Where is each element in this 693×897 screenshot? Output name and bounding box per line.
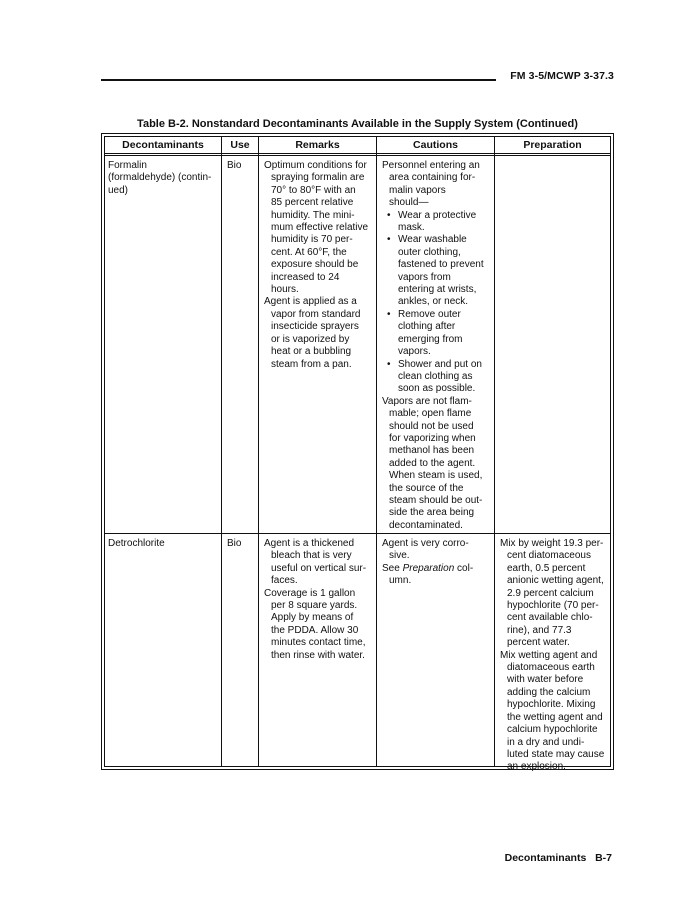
cautions-outro xyxy=(382,396,494,532)
text-line: Vapors are not flam- xyxy=(382,395,472,407)
column-divider xyxy=(221,137,222,766)
preparation-reference: Preparation xyxy=(402,562,455,574)
text-line: calcium hypochlorite xyxy=(507,724,598,736)
column-divider xyxy=(376,137,377,766)
text-fragment: See xyxy=(382,562,403,574)
text-line: or is vaporized by xyxy=(271,333,350,345)
text-line: heat or a bubbling xyxy=(271,346,352,358)
text-line: bleach that is very xyxy=(271,550,352,562)
text-line: should not be used xyxy=(389,420,474,432)
text-line: 2.9 percent calcium xyxy=(507,587,594,599)
text-line: entering at wrists, xyxy=(398,284,477,296)
text-line: cent available chlo- xyxy=(507,612,593,624)
text-line: 85 percent relative xyxy=(271,197,354,209)
column-divider xyxy=(258,137,259,766)
cautions-paragraph xyxy=(382,563,494,588)
text-line: cent diatomaceous xyxy=(507,550,591,562)
text-line: decontaminated. xyxy=(389,519,463,531)
text-line: then rinse with water. xyxy=(271,649,365,661)
text-line: hypochlorite (70 per- xyxy=(507,600,599,612)
remarks-paragraph xyxy=(264,160,376,296)
text-line: outer clothing, xyxy=(398,246,461,258)
remarks-paragraph xyxy=(264,538,376,588)
text-line: mable; open flame xyxy=(389,408,472,420)
text-line: mum effective relative xyxy=(271,222,369,234)
text-line: Agent is applied as a xyxy=(264,296,357,308)
header-rule xyxy=(101,79,496,81)
text-line: vapors. xyxy=(398,346,431,358)
text-line: diatomaceous earth xyxy=(507,662,595,674)
text-line: rine), and 77.3 xyxy=(507,624,572,636)
footer-page-number: B-7 xyxy=(595,852,612,864)
text-line: minutes contact time, xyxy=(271,637,366,649)
text-line: vapor from standard xyxy=(271,308,361,320)
text-line: ued) xyxy=(108,184,129,196)
header-row-rule xyxy=(104,153,611,154)
column-header-cautions: Cautions xyxy=(413,139,458,151)
text-line: with water before xyxy=(507,674,584,686)
publication-code: FM 3-5/MCWP 3-37.3 xyxy=(510,70,614,82)
text-line: area containing for- xyxy=(389,172,476,184)
text-line: anionic wetting agent, xyxy=(507,575,604,587)
text-line: ankles, or neck. xyxy=(398,296,469,308)
bullet-item xyxy=(382,309,494,359)
text-line: spraying formalin are xyxy=(271,172,365,184)
remarks-paragraph xyxy=(264,588,376,662)
text-line: the source of the xyxy=(389,482,464,494)
detrochlorite-remarks-cell xyxy=(264,538,376,662)
text-line: 70° to 80°F with an xyxy=(271,184,356,196)
text-line: cent. At 60°F, the xyxy=(271,246,347,258)
text-line: hypochlorite. Mixing xyxy=(507,699,596,711)
text-line: faces. xyxy=(271,575,298,587)
text-line: added to the agent. xyxy=(389,457,476,469)
detrochlorite-decontaminant-cell: Detrochlorite xyxy=(108,538,165,549)
text-line: Shower and put on xyxy=(398,358,482,370)
text-line: soon as possible. xyxy=(398,383,476,395)
text-line: side the area being xyxy=(389,507,475,519)
text-line: fastened to prevent xyxy=(398,259,484,271)
column-header-remarks: Remarks xyxy=(295,139,340,151)
formalin-remarks-cell xyxy=(264,160,376,371)
text-line: should— xyxy=(389,197,429,209)
text-line: useful on vertical sur- xyxy=(271,562,367,574)
text-line: luted state may cause xyxy=(507,748,605,760)
text-line: Agent is very corro- xyxy=(382,538,469,549)
text-line: an explosion. xyxy=(507,761,566,773)
text-line: increased to 24 xyxy=(271,271,340,283)
preparation-paragraph xyxy=(500,650,610,774)
text-line: Agent is a thickened xyxy=(264,538,355,549)
text-line: adding the calcium xyxy=(507,686,591,698)
text-line: steam from a pan. xyxy=(271,358,352,370)
text-line: per 8 square yards. xyxy=(271,600,358,612)
text-line: percent water. xyxy=(507,637,570,649)
text-line: the wetting agent and xyxy=(507,711,603,723)
text-line: steam should be out- xyxy=(389,494,483,506)
text-line: When steam is used, xyxy=(389,470,483,482)
page-footer xyxy=(470,852,612,864)
text-line: emerging from xyxy=(398,333,463,345)
text-line: hours. xyxy=(271,284,299,296)
preparation-paragraph xyxy=(500,538,610,650)
text-line: clothing after xyxy=(398,321,456,333)
text-line: earth, 0.5 percent xyxy=(507,562,586,574)
text-line: exposure should be xyxy=(271,259,359,271)
formalin-decontaminant-cell xyxy=(108,160,220,197)
text-line: clean clothing as xyxy=(398,370,473,382)
text-line: for vaporizing when xyxy=(389,432,476,444)
text-line: Mix wetting agent and xyxy=(500,649,598,661)
text-line: Optimum conditions for xyxy=(264,160,367,171)
cautions-paragraph xyxy=(382,538,494,563)
detrochlorite-use-cell: Bio xyxy=(227,538,242,549)
text-line: Wear washable xyxy=(398,234,467,246)
text-line: Mix by weight 19.3 per- xyxy=(500,538,604,549)
table-title: Table B-2. Nonstandard Decontaminants Available in the Supply System (Continued) xyxy=(137,118,578,130)
text-line: vapors from xyxy=(398,271,451,283)
text-line: methanol has been xyxy=(389,445,475,457)
cautions-intro xyxy=(382,160,494,210)
bullet-item xyxy=(382,234,494,308)
column-header-preparation: Preparation xyxy=(523,139,582,151)
text-line: Apply by means of xyxy=(271,612,354,624)
column-divider xyxy=(494,137,495,766)
text-line: Formalin xyxy=(108,160,147,171)
bullet-item xyxy=(382,210,494,235)
text-line: Remove outer xyxy=(398,308,461,320)
text-fragment: col- xyxy=(454,562,474,574)
text-line: humidity is 70 per- xyxy=(271,234,353,246)
detrochlorite-preparation-cell xyxy=(500,538,610,774)
formalin-use-cell: Bio xyxy=(227,160,242,171)
text-line: humidity. The mini- xyxy=(271,209,355,221)
bullet-item xyxy=(382,359,494,396)
header-row-rule-double xyxy=(104,155,611,156)
text-line: mask. xyxy=(398,222,425,234)
column-header-decontaminants: Decontaminants xyxy=(122,139,204,151)
text-line: insecticide sprayers xyxy=(271,321,359,333)
footer-section: Decontaminants xyxy=(504,852,587,864)
text-line: umn. xyxy=(389,575,412,587)
text-line: in a dry and undi- xyxy=(507,736,585,748)
text-line: Coverage is 1 gallon xyxy=(264,587,356,599)
text-line: (formaldehyde) (contin- xyxy=(108,172,212,184)
text-line: malin vapors xyxy=(389,184,446,196)
formalin-cautions-cell xyxy=(382,160,494,532)
row-divider xyxy=(104,533,611,534)
text-line: Wear a protective xyxy=(398,209,477,221)
text-line: sive. xyxy=(389,550,410,562)
text-line: the PDDA. Allow 30 xyxy=(271,624,359,636)
text-line: Personnel entering an xyxy=(382,160,480,171)
detrochlorite-cautions-cell xyxy=(382,538,494,588)
column-header-use: Use xyxy=(230,139,250,151)
remarks-paragraph xyxy=(264,296,376,370)
